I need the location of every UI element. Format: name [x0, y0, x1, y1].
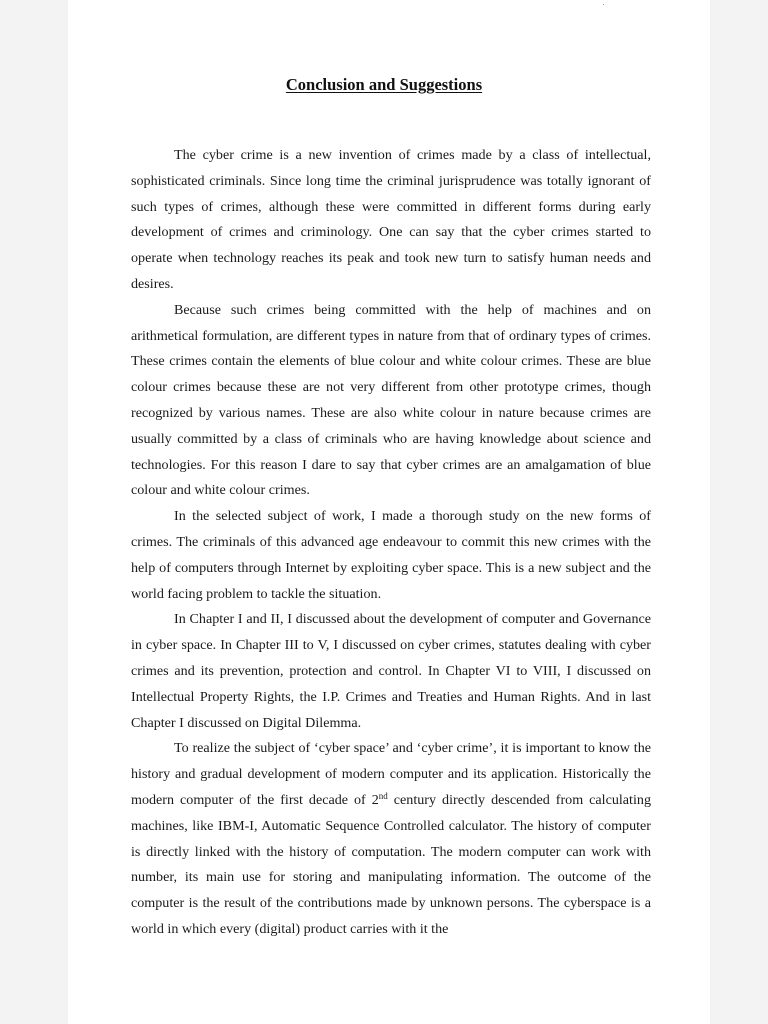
- paragraph-5-text-b: century directly descended from calculating machines, like IBM-I, Automatic Sequence Controlled calculator. The history of computer is directly linked with the history of computation. The modern computer can work with number, its main use for storing and manipulating information. The outcome of the computer is the result of the contributions made by unknown persons. The cyberspace is a world in which every (digital) product carries with it the: [131, 791, 651, 937]
- paragraph-4: In Chapter I and II, I discussed about the development of computer and Governance in cyber space. In Chapter III to V, I discussed on cyber crimes, statutes dealing with cyber crimes and its prevention, protection and control. In Chapter VI to VIII, I discussed on Intellectual Property Rights, the I.P. Crimes and Treaties and Human Rights. And in last Chapter I discussed on Digital Dilemma.: [131, 611, 651, 731]
- document-body: [131, 143, 651, 943]
- paragraph-5: [131, 736, 651, 942]
- ordinal-superscript: nd: [378, 790, 388, 801]
- paragraph-5-text-a: To realize the subject of ‘cyber space’ and ‘cyber crime’, it is important to know the history and gradual development of modern computer and its application. Historically the modern computer of the first decade of 2: [131, 740, 651, 808]
- paragraph-1: The cyber crime is a new invention of crimes made by a class of intellectual, sophisticated criminals. Since long time the criminal jurisprudence was totally ignorant of such types of crimes, although these were committed in different forms during early development of crimes and criminology. One can say that the cyber crimes started to operate when technology reaches its peak and took new turn to satisfy human needs and desires.: [131, 147, 651, 292]
- scan-speck: [603, 4, 604, 5]
- page-title-text: Conclusion and Suggestions: [285, 75, 483, 94]
- page-title: [0, 74, 768, 96]
- paragraph-2: Because such crimes being committed with the help of machines and on arithmetical formulation, are different types in nature from that of ordinary types of crimes. These crimes contain the elements of blue colour and white colour crimes. These are blue colour crimes because these are not very different from other prototype crimes, though recognized by various names. These are also white colour in nature because crimes are usually committed by a class of criminals who are having knowledge about science and technologies. For this reason I dare to say that cyber crimes are an amalgamation of blue colour and white colour crimes.: [131, 301, 651, 499]
- paragraph-3: In the selected subject of work, I made a thorough study on the new forms of crimes. The criminals of this advanced age endeavour to commit this new crimes with the help of computers through Internet by exploiting cyber space. This is a new subject and the world facing problem to tackle the situation.: [131, 508, 651, 602]
